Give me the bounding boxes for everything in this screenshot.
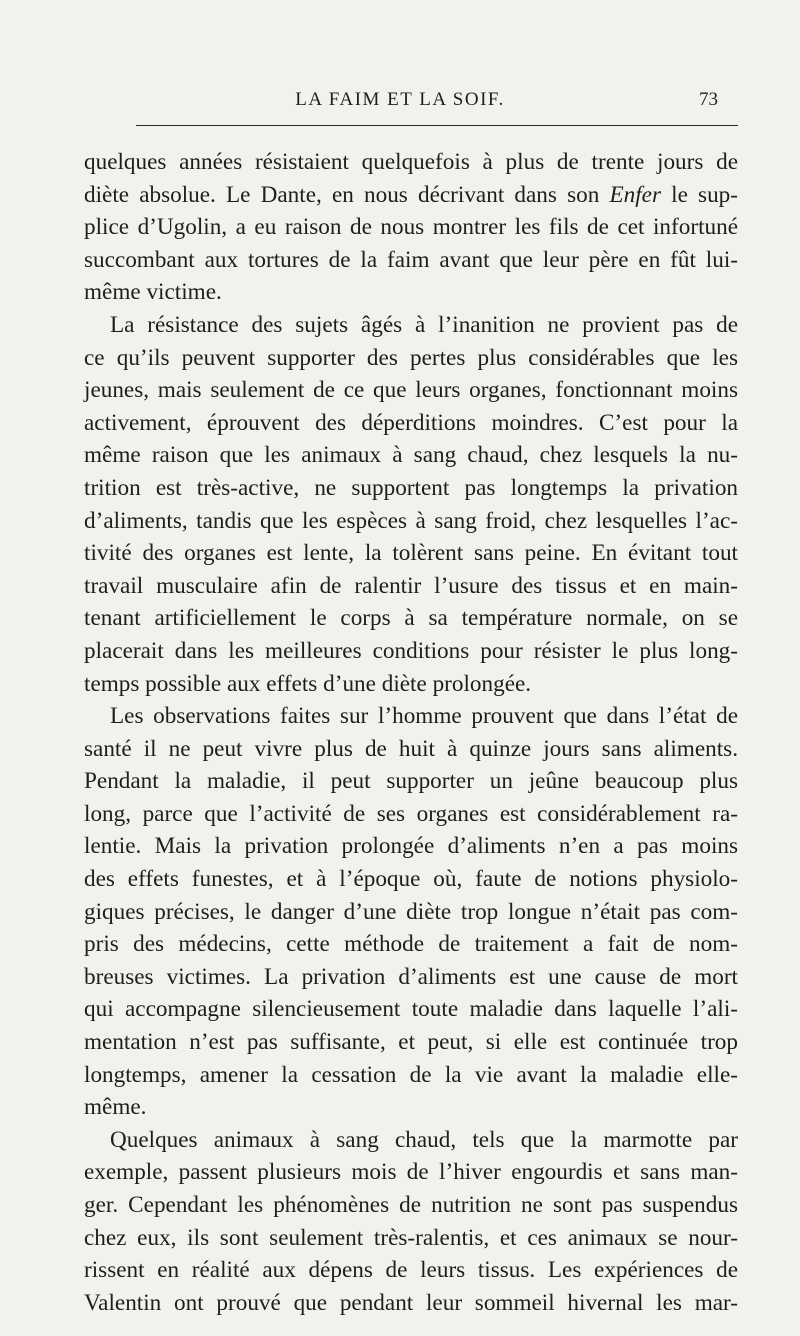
- running-title: LA FAIM ET LA SOIF.: [295, 89, 505, 110]
- text-line: succombant aux tortures de la faim avant que leur père en fût lui-: [84, 246, 738, 273]
- text-line: pris des médecins, cette méthode de traitement a fait de nom-: [84, 931, 738, 958]
- text-line: La résistance des sujets âgés à l’inanition ne provient pas de: [110, 311, 738, 338]
- page-header: [0, 88, 800, 114]
- text-line: qui accompagne silencieusement toute maladie dans laquelle l’ali-: [84, 996, 738, 1023]
- text-line: ce qu’ils peuvent supporter des pertes plus considérables que les: [84, 344, 738, 371]
- text-line: ger. Cependant les phénomènes de nutrition ne sont pas suspendus: [84, 1192, 738, 1218]
- text-line: Quelques animaux à sang chaud, tels que la marmotte par: [110, 1126, 738, 1153]
- text-line: chez eux, ils sont seulement très-ralentis, et ces animaux se nour-: [84, 1224, 738, 1251]
- text-line: même raison que les animaux à sang chaud, chez lesquels la nu-: [84, 442, 738, 469]
- text-line: des effets funestes, et à l’époque où, faute de notions physiolo-: [84, 866, 738, 893]
- text-line: jeunes, mais seulement de ce que leurs organes, fonctionnant moins: [84, 377, 738, 404]
- text-line: longtemps, amener la cessation de la vie avant la maladie elle-: [84, 1061, 738, 1088]
- text-line: quelques années résistaient quelquefois à plus de trente jours de: [84, 149, 738, 175]
- text-line: mentation n’est pas suffisante, et peut, si elle est continuée trop: [84, 1029, 738, 1056]
- text-line: Les observations faites sur l’homme prouvent que dans l’état de: [110, 703, 738, 730]
- text-line: même victime.: [84, 279, 222, 306]
- text-line: activement, éprouvent des déperditions moindres. C’est pour la: [84, 409, 738, 436]
- text-line: tenant artificiellement le corps à sa température normale, on se: [84, 605, 738, 632]
- text-line: trition est très-active, ne supportent pas longtemps la privation: [84, 474, 738, 501]
- text-line: même.: [84, 1094, 147, 1121]
- page-number: 73: [699, 89, 718, 110]
- text-line: rissent en réalité aux dépens de leurs tissus. Les expériences de: [84, 1257, 738, 1284]
- text-line: Pendant la maladie, il peut supporter un jeûne beaucoup plus: [84, 768, 738, 795]
- text-line: d’aliments, tandis que les espèces à sang froid, chez lesquelles l’ac-: [84, 507, 738, 534]
- body-text: [84, 146, 738, 1319]
- text-line: giques précises, le danger d’une diète trop longue n’était pas com-: [84, 898, 738, 925]
- text-line: Valentin ont prouvé que pendant leur sommeil hivernal les mar-: [84, 1289, 738, 1316]
- text-line: plice d’Ugolin, a eu raison de nous montrer les fils de cet infortuné: [84, 214, 738, 241]
- text-line: temps possible aux effets d’une diète prolongée.: [84, 670, 532, 697]
- text-line: tivité des organes est lente, la tolèrent sans peine. En évitant tout: [84, 540, 738, 567]
- text-line: exemple, passent plusieurs mois de l’hiver engourdis et sans man-: [84, 1159, 738, 1186]
- text-line: diète absolue. Le Dante, en nous décrivant dans son Enfer le sup-: [84, 181, 738, 208]
- header-rule: [136, 125, 738, 126]
- text-line: lentie. Mais la privation prolongée d’aliments n’en a pas moins: [84, 833, 738, 860]
- text-line: placerait dans les meilleures conditions pour résister le plus long-: [84, 637, 738, 664]
- text-line: santé il ne peut vivre plus de huit à quinze jours sans aliments.: [84, 735, 738, 762]
- text-line: breuses victimes. La privation d’aliments est une cause de mort: [84, 963, 738, 990]
- book-title-italic: Enfer: [609, 181, 661, 208]
- text-line: long, parce que l’activité de ses organes est considérablement ra-: [84, 800, 738, 827]
- text-line: travail musculaire afin de ralentir l’usure des tissus et en main-: [84, 572, 738, 599]
